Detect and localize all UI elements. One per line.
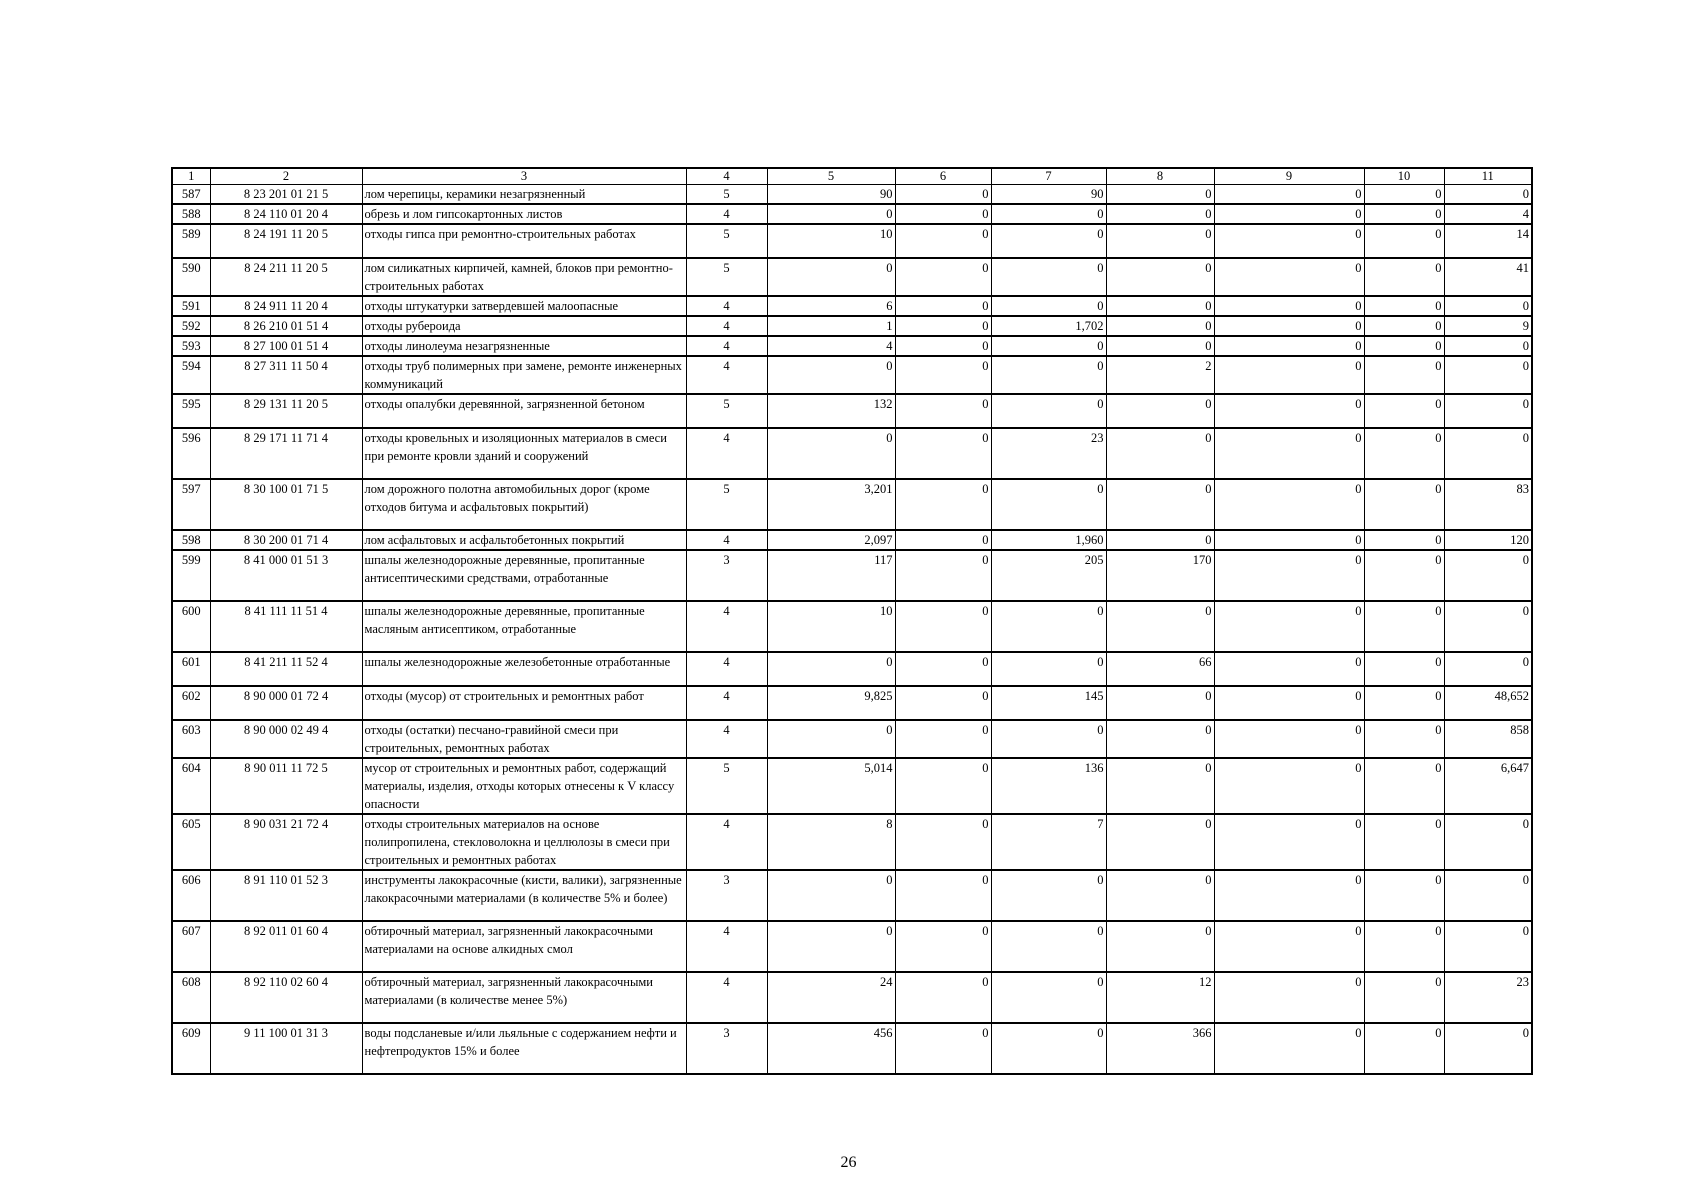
waste-name: отходы (остатки) песчано-гравийной смеси при строительных, ремонтных работах: [362, 720, 686, 758]
col-6-value: 0: [895, 530, 991, 550]
waste-code: 8 41 211 11 52 4: [210, 652, 362, 686]
col-10-value: 0: [1364, 479, 1444, 530]
waste-name: инструменты лакокрасочные (кисти, валики), загрязненные лакокрасочными материалами (в количестве 5% и более): [362, 870, 686, 921]
col-9-value: 0: [1214, 316, 1364, 336]
waste-code: 8 24 211 11 20 5: [210, 258, 362, 296]
waste-name: отходы опалубки деревянной, загрязненной бетоном: [362, 394, 686, 428]
row-number: 605: [172, 814, 210, 870]
col-9-value: 0: [1214, 530, 1364, 550]
hazard-class: 5: [686, 185, 767, 205]
col-11-value: 0: [1444, 1023, 1532, 1074]
col-10-value: 0: [1364, 224, 1444, 258]
waste-name: шпалы железнодорожные железобетонные отработанные: [362, 652, 686, 686]
col-10-value: 0: [1364, 1023, 1444, 1074]
waste-name: обтирочный материал, загрязненный лакокрасочными материалами на основе алкидных смол: [362, 921, 686, 972]
col-8-value: 0: [1106, 921, 1214, 972]
waste-code: 8 23 201 01 21 5: [210, 185, 362, 205]
waste-name: лом дорожного полотна автомобильных дорог (кроме отходов битума и асфальтовых покрытий): [362, 479, 686, 530]
col-11-value: 14: [1444, 224, 1532, 258]
col-5-value: 0: [767, 652, 895, 686]
col-5-value: 0: [767, 428, 895, 479]
table-row: [172, 258, 1532, 296]
row-number: 589: [172, 224, 210, 258]
col-8-value: 0: [1106, 720, 1214, 758]
hazard-class: 4: [686, 428, 767, 479]
hazard-class: 4: [686, 686, 767, 720]
col-11-value: 120: [1444, 530, 1532, 550]
waste-code: 8 90 000 02 49 4: [210, 720, 362, 758]
col-6-value: 0: [895, 601, 991, 652]
waste-name: шпалы железнодорожные деревянные, пропитанные антисептическими средствами, отработанные: [362, 550, 686, 601]
table-row: [172, 814, 1532, 870]
col-9-value: 0: [1214, 652, 1364, 686]
col-5-value: 4: [767, 336, 895, 356]
col-7-value: 136: [991, 758, 1106, 814]
col-7-value: 0: [991, 601, 1106, 652]
col-5-value: 0: [767, 204, 895, 224]
col-8-value: 12: [1106, 972, 1214, 1023]
col-10-value: 0: [1364, 356, 1444, 394]
col-8-value: 0: [1106, 428, 1214, 479]
row-number: 594: [172, 356, 210, 394]
col-7-value: 0: [991, 720, 1106, 758]
col-5-value: 90: [767, 185, 895, 205]
waste-code: 8 90 031 21 72 4: [210, 814, 362, 870]
col-6-value: 0: [895, 814, 991, 870]
col-10-value: 0: [1364, 550, 1444, 601]
col-10-value: 0: [1364, 652, 1444, 686]
table-row: [172, 394, 1532, 428]
column-header: 10: [1364, 168, 1444, 185]
col-11-value: 0: [1444, 336, 1532, 356]
col-6-value: 0: [895, 224, 991, 258]
waste-name: отходы линолеума незагрязненные: [362, 336, 686, 356]
col-10-value: 0: [1364, 394, 1444, 428]
col-9-value: 0: [1214, 1023, 1364, 1074]
hazard-class: 5: [686, 224, 767, 258]
col-11-value: 0: [1444, 185, 1532, 205]
col-7-value: 0: [991, 972, 1106, 1023]
waste-name: отходы кровельных и изоляционных материалов в смеси при ремонте кровли зданий и сооружений: [362, 428, 686, 479]
waste-name: отходы гипса при ремонтно-строительных работах: [362, 224, 686, 258]
col-7-value: 0: [991, 1023, 1106, 1074]
col-6-value: 0: [895, 686, 991, 720]
column-header: 3: [362, 168, 686, 185]
row-number: 591: [172, 296, 210, 316]
hazard-class: 3: [686, 870, 767, 921]
col-7-value: 7: [991, 814, 1106, 870]
table-row: [172, 224, 1532, 258]
col-8-value: 366: [1106, 1023, 1214, 1074]
col-5-value: 0: [767, 921, 895, 972]
table-row: [172, 1023, 1532, 1074]
waste-name: отходы (мусор) от строительных и ремонтных работ: [362, 686, 686, 720]
table-row: [172, 336, 1532, 356]
col-8-value: 0: [1106, 336, 1214, 356]
row-number: 590: [172, 258, 210, 296]
col-7-value: 0: [991, 394, 1106, 428]
col-9-value: 0: [1214, 686, 1364, 720]
row-number: 604: [172, 758, 210, 814]
col-6-value: 0: [895, 258, 991, 296]
col-9-value: 0: [1214, 336, 1364, 356]
col-9-value: 0: [1214, 601, 1364, 652]
hazard-class: 5: [686, 394, 767, 428]
table-row: [172, 296, 1532, 316]
table-row: [172, 479, 1532, 530]
waste-name: воды подсланевые и/или льяльные с содержанием нефти и нефтепродуктов 15% и более: [362, 1023, 686, 1074]
col-5-value: 6: [767, 296, 895, 316]
col-9-value: 0: [1214, 356, 1364, 394]
col-7-value: 1,702: [991, 316, 1106, 336]
waste-code: 8 27 311 11 50 4: [210, 356, 362, 394]
col-9-value: 0: [1214, 185, 1364, 205]
col-5-value: 5,014: [767, 758, 895, 814]
col-7-value: 145: [991, 686, 1106, 720]
col-7-value: 0: [991, 336, 1106, 356]
waste-code: 8 26 210 01 51 4: [210, 316, 362, 336]
col-11-value: 48,652: [1444, 686, 1532, 720]
waste-code: 8 29 131 11 20 5: [210, 394, 362, 428]
col-10-value: 0: [1364, 921, 1444, 972]
waste-code: 8 92 011 01 60 4: [210, 921, 362, 972]
row-number: 593: [172, 336, 210, 356]
waste-code: 8 30 100 01 71 5: [210, 479, 362, 530]
table-row: [172, 316, 1532, 336]
hazard-class: 4: [686, 296, 767, 316]
col-5-value: 0: [767, 258, 895, 296]
col-10-value: 0: [1364, 185, 1444, 205]
table-row: [172, 720, 1532, 758]
table-row: [172, 428, 1532, 479]
col-10-value: 0: [1364, 601, 1444, 652]
row-number: 606: [172, 870, 210, 921]
waste-name: мусор от строительных и ремонтных работ, содержащий материалы, изделия, отходы которых отнесены к V классу опасности: [362, 758, 686, 814]
waste-name: лом черепицы, керамики незагрязненный: [362, 185, 686, 205]
col-8-value: 66: [1106, 652, 1214, 686]
col-10-value: 0: [1364, 296, 1444, 316]
col-10-value: 0: [1364, 316, 1444, 336]
col-6-value: 0: [895, 428, 991, 479]
col-9-value: 0: [1214, 296, 1364, 316]
col-11-value: 0: [1444, 394, 1532, 428]
table-header-row: [172, 168, 1532, 185]
waste-name: обтирочный материал, загрязненный лакокрасочными материалами (в количестве менее 5%): [362, 972, 686, 1023]
col-11-value: 0: [1444, 428, 1532, 479]
col-7-value: 0: [991, 224, 1106, 258]
col-7-value: 1,960: [991, 530, 1106, 550]
waste-name: лом силикатных кирпичей, камней, блоков при ремонтно-строительных работах: [362, 258, 686, 296]
waste-code: 8 29 171 11 71 4: [210, 428, 362, 479]
hazard-class: 4: [686, 356, 767, 394]
col-8-value: 170: [1106, 550, 1214, 601]
col-6-value: 0: [895, 720, 991, 758]
col-7-value: 0: [991, 296, 1106, 316]
col-11-value: 0: [1444, 296, 1532, 316]
col-6-value: 0: [895, 870, 991, 921]
col-8-value: 0: [1106, 530, 1214, 550]
col-11-value: 83: [1444, 479, 1532, 530]
table-row: [172, 530, 1532, 550]
row-number: 596: [172, 428, 210, 479]
col-10-value: 0: [1364, 530, 1444, 550]
col-5-value: 117: [767, 550, 895, 601]
col-6-value: 0: [895, 758, 991, 814]
hazard-class: 4: [686, 921, 767, 972]
waste-name: обрезь и лом гипсокартонных листов: [362, 204, 686, 224]
col-10-value: 0: [1364, 758, 1444, 814]
col-8-value: 0: [1106, 479, 1214, 530]
hazard-class: 4: [686, 336, 767, 356]
col-8-value: 2: [1106, 356, 1214, 394]
waste-code: 8 24 110 01 20 4: [210, 204, 362, 224]
table-row: [172, 921, 1532, 972]
col-7-value: 0: [991, 356, 1106, 394]
waste-table: [171, 167, 1533, 1075]
col-10-value: 0: [1364, 814, 1444, 870]
col-6-value: 0: [895, 921, 991, 972]
col-5-value: 456: [767, 1023, 895, 1074]
col-8-value: 0: [1106, 814, 1214, 870]
col-5-value: 2,097: [767, 530, 895, 550]
col-11-value: 6,647: [1444, 758, 1532, 814]
col-6-value: 0: [895, 336, 991, 356]
col-10-value: 0: [1364, 204, 1444, 224]
col-11-value: 0: [1444, 601, 1532, 652]
hazard-class: 5: [686, 758, 767, 814]
col-8-value: 0: [1106, 601, 1214, 652]
table-row: [172, 870, 1532, 921]
row-number: 608: [172, 972, 210, 1023]
table-row: [172, 601, 1532, 652]
col-11-value: 0: [1444, 550, 1532, 601]
col-6-value: 0: [895, 550, 991, 601]
row-number: 600: [172, 601, 210, 652]
hazard-class: 3: [686, 550, 767, 601]
table-row: [172, 550, 1532, 601]
row-number: 597: [172, 479, 210, 530]
col-7-value: 23: [991, 428, 1106, 479]
waste-code: 8 90 000 01 72 4: [210, 686, 362, 720]
col-10-value: 0: [1364, 972, 1444, 1023]
hazard-class: 5: [686, 258, 767, 296]
hazard-class: 4: [686, 972, 767, 1023]
column-header: 8: [1106, 168, 1214, 185]
col-8-value: 0: [1106, 258, 1214, 296]
column-header: 4: [686, 168, 767, 185]
hazard-class: 4: [686, 652, 767, 686]
col-10-value: 0: [1364, 686, 1444, 720]
col-6-value: 0: [895, 296, 991, 316]
col-7-value: 0: [991, 870, 1106, 921]
col-5-value: 1: [767, 316, 895, 336]
col-9-value: 0: [1214, 204, 1364, 224]
waste-code: 8 30 200 01 71 4: [210, 530, 362, 550]
hazard-class: 4: [686, 814, 767, 870]
waste-name: лом асфальтовых и асфальтобетонных покрытий: [362, 530, 686, 550]
hazard-class: 4: [686, 720, 767, 758]
row-number: 609: [172, 1023, 210, 1074]
col-6-value: 0: [895, 394, 991, 428]
row-number: 588: [172, 204, 210, 224]
page-number: 26: [840, 1154, 857, 1171]
col-10-value: 0: [1364, 336, 1444, 356]
waste-name: шпалы железнодорожные деревянные, пропитанные масляным антисептиком, отработанные: [362, 601, 686, 652]
col-7-value: 0: [991, 258, 1106, 296]
col-5-value: 3,201: [767, 479, 895, 530]
waste-name: отходы труб полимерных при замене, ремонте инженерных коммуникаций: [362, 356, 686, 394]
col-9-value: 0: [1214, 428, 1364, 479]
col-8-value: 0: [1106, 296, 1214, 316]
col-11-value: 0: [1444, 356, 1532, 394]
col-9-value: 0: [1214, 224, 1364, 258]
hazard-class: 3: [686, 1023, 767, 1074]
col-9-value: 0: [1214, 720, 1364, 758]
col-6-value: 0: [895, 316, 991, 336]
waste-name: отходы штукатурки затвердевшей малоопасные: [362, 296, 686, 316]
column-header: 9: [1214, 168, 1364, 185]
waste-name: отходы строительных материалов на основе полипропилена, стекловолокна и целлюлозы в смеси при строительных и ремонтных работах: [362, 814, 686, 870]
column-header: 7: [991, 168, 1106, 185]
col-5-value: 10: [767, 224, 895, 258]
col-10-value: 0: [1364, 720, 1444, 758]
col-5-value: 0: [767, 356, 895, 394]
col-8-value: 0: [1106, 316, 1214, 336]
col-11-value: 4: [1444, 204, 1532, 224]
table-row: [172, 758, 1532, 814]
waste-code: 8 24 911 11 20 4: [210, 296, 362, 316]
hazard-class: 4: [686, 316, 767, 336]
col-11-value: 41: [1444, 258, 1532, 296]
col-10-value: 0: [1364, 870, 1444, 921]
row-number: 595: [172, 394, 210, 428]
waste-code: 8 41 000 01 51 3: [210, 550, 362, 601]
col-5-value: 132: [767, 394, 895, 428]
col-9-value: 0: [1214, 870, 1364, 921]
col-9-value: 0: [1214, 921, 1364, 972]
table-row: [172, 204, 1532, 224]
waste-name: отходы рубероида: [362, 316, 686, 336]
col-8-value: 0: [1106, 686, 1214, 720]
col-10-value: 0: [1364, 258, 1444, 296]
col-8-value: 0: [1106, 204, 1214, 224]
col-9-value: 0: [1214, 972, 1364, 1023]
col-6-value: 0: [895, 1023, 991, 1074]
row-number: 601: [172, 652, 210, 686]
col-6-value: 0: [895, 356, 991, 394]
waste-code: 8 41 111 11 51 4: [210, 601, 362, 652]
column-header: 2: [210, 168, 362, 185]
col-5-value: 8: [767, 814, 895, 870]
col-6-value: 0: [895, 185, 991, 205]
table-row: [172, 972, 1532, 1023]
row-number: 592: [172, 316, 210, 336]
col-9-value: 0: [1214, 258, 1364, 296]
col-9-value: 0: [1214, 758, 1364, 814]
col-9-value: 0: [1214, 394, 1364, 428]
col-11-value: 0: [1444, 921, 1532, 972]
col-11-value: 858: [1444, 720, 1532, 758]
col-5-value: 0: [767, 720, 895, 758]
col-6-value: 0: [895, 204, 991, 224]
col-8-value: 0: [1106, 758, 1214, 814]
waste-code: 8 90 011 11 72 5: [210, 758, 362, 814]
column-header: 6: [895, 168, 991, 185]
hazard-class: 5: [686, 479, 767, 530]
col-8-value: 0: [1106, 394, 1214, 428]
col-11-value: 23: [1444, 972, 1532, 1023]
col-5-value: 10: [767, 601, 895, 652]
col-11-value: 9: [1444, 316, 1532, 336]
hazard-class: 4: [686, 204, 767, 224]
col-7-value: 90: [991, 185, 1106, 205]
col-6-value: 0: [895, 479, 991, 530]
col-8-value: 0: [1106, 870, 1214, 921]
col-7-value: 0: [991, 204, 1106, 224]
row-number: 599: [172, 550, 210, 601]
col-6-value: 0: [895, 972, 991, 1023]
table-row: [172, 356, 1532, 394]
col-11-value: 0: [1444, 652, 1532, 686]
column-header: 11: [1444, 168, 1532, 185]
waste-code: 8 91 110 01 52 3: [210, 870, 362, 921]
table-row: [172, 185, 1532, 205]
row-number: 602: [172, 686, 210, 720]
col-11-value: 0: [1444, 870, 1532, 921]
row-number: 607: [172, 921, 210, 972]
col-5-value: 9,825: [767, 686, 895, 720]
col-8-value: 0: [1106, 224, 1214, 258]
hazard-class: 4: [686, 601, 767, 652]
waste-code: 8 24 191 11 20 5: [210, 224, 362, 258]
col-8-value: 0: [1106, 185, 1214, 205]
col-11-value: 0: [1444, 814, 1532, 870]
col-7-value: 0: [991, 921, 1106, 972]
column-header: 5: [767, 168, 895, 185]
col-10-value: 0: [1364, 428, 1444, 479]
row-number: 603: [172, 720, 210, 758]
col-6-value: 0: [895, 652, 991, 686]
col-7-value: 0: [991, 479, 1106, 530]
waste-code: 8 27 100 01 51 4: [210, 336, 362, 356]
col-9-value: 0: [1214, 814, 1364, 870]
col-9-value: 0: [1214, 550, 1364, 601]
col-5-value: 24: [767, 972, 895, 1023]
table-row: [172, 686, 1532, 720]
waste-code: 8 92 110 02 60 4: [210, 972, 362, 1023]
column-header: 1: [172, 168, 210, 185]
hazard-class: 4: [686, 530, 767, 550]
waste-code: 9 11 100 01 31 3: [210, 1023, 362, 1074]
row-number: 598: [172, 530, 210, 550]
col-7-value: 205: [991, 550, 1106, 601]
row-number: 587: [172, 185, 210, 205]
table-row: [172, 652, 1532, 686]
col-7-value: 0: [991, 652, 1106, 686]
col-5-value: 0: [767, 870, 895, 921]
col-9-value: 0: [1214, 479, 1364, 530]
